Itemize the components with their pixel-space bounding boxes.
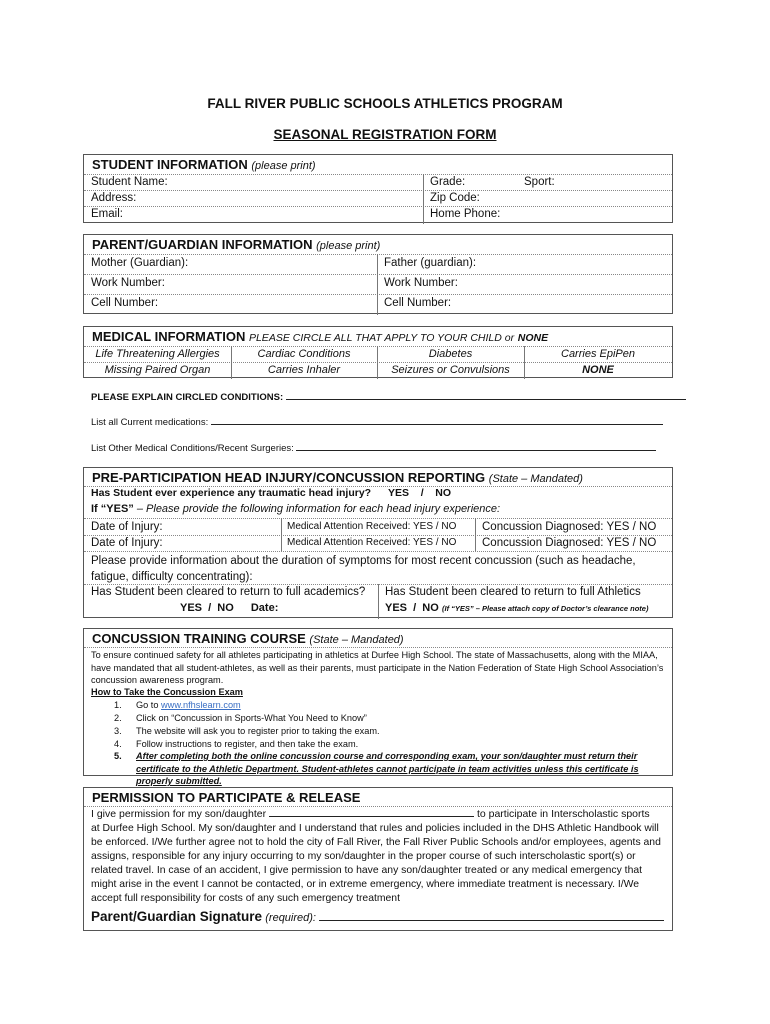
signature-line[interactable] xyxy=(319,920,664,921)
explain-conditions-label: PLEASE EXPLAIN CIRCLED CONDITIONS: xyxy=(91,392,284,403)
condition-missing-paired-organ[interactable]: Missing Paired Organ xyxy=(104,364,211,376)
condition-inhaler[interactable]: Carries Inhaler xyxy=(267,364,341,376)
step3-text: The website will ask you to register prior to taking the exam. xyxy=(136,726,380,736)
injury1-diagnosed[interactable]: Concussion Diagnosed: YES / NO xyxy=(482,521,657,533)
training-heading: CONCUSSION TRAINING COURSE xyxy=(92,631,306,646)
mother-field[interactable]: Mother (Guardian): xyxy=(91,257,189,269)
sport-field[interactable]: Sport: xyxy=(524,176,555,188)
mother-work-number-field[interactable]: Work Number: xyxy=(91,277,165,289)
condition-seizures[interactable]: Seizures or Convulsions xyxy=(391,364,510,376)
form-subtitle: SEASONAL REGISTRATION FORM xyxy=(273,127,497,142)
nfhslearn-link[interactable]: www.nfhslearn.com xyxy=(161,700,241,710)
injury1-date-field[interactable]: Date of Injury: xyxy=(91,521,163,533)
current-medications-label: List all Current medications: xyxy=(91,417,209,428)
email-field[interactable]: Email: xyxy=(91,208,123,220)
athletics-yes-no[interactable]: YES / NO xyxy=(385,602,439,614)
injury2-date-field[interactable]: Date of Injury: xyxy=(91,537,163,549)
head-injury-section xyxy=(83,467,673,618)
step-number-3: 3. xyxy=(114,726,122,736)
if-yes-label: If “YES” xyxy=(91,503,134,515)
injury2-medical-attention[interactable]: Medical Attention Received: YES / NO xyxy=(287,537,457,548)
training-intro: To ensure continued safety for all athletes participating in athletics at Durfee High School. The state of Massachusetts, along with the MIAA, have mandated that all student-athletes, as well as their parents, must participate in the Nation Federation of State High School Association’s concussion awareness program. xyxy=(91,650,664,686)
permission-text-mid: to participate in Interscholastic sports xyxy=(476,808,650,820)
head-injury-heading: PRE-PARTICIPATION HEAD INJURY/CONCUSSION REPORTING xyxy=(92,470,486,485)
medical-instruction-none: NONE xyxy=(517,332,549,344)
condition-epipen[interactable]: Carries EpiPen xyxy=(561,348,635,360)
academics-yes-no[interactable]: YES / NO xyxy=(180,602,234,614)
parent-info-note: (please print) xyxy=(316,240,381,252)
condition-diabetes[interactable]: Diabetes xyxy=(428,348,473,360)
parent-info-section xyxy=(83,234,673,314)
permission-section xyxy=(83,787,673,931)
step-number-5: 5. xyxy=(114,751,122,761)
parent-info-heading: PARENT/GUARDIAN INFORMATION xyxy=(92,237,313,252)
form-title: FALL RIVER PUBLIC SCHOOLS ATHLETICS PROGRAM xyxy=(207,96,563,111)
signature-label: Parent/Guardian Signature xyxy=(91,909,263,924)
permission-text-start: I give permission for my son/daughter xyxy=(91,808,267,820)
condition-none[interactable]: NONE xyxy=(582,364,614,376)
step-number-2: 2. xyxy=(114,713,122,723)
father-field[interactable]: Father (guardian): xyxy=(384,257,477,269)
injury1-medical-attention[interactable]: Medical Attention Received: YES / NO xyxy=(287,521,457,532)
step5-text: After completing both the online concussion course and corresponding exam, your son/daughter must return their certificate to the Athletic Department. Student-athletes cannot participate in team activities unless this certificate is properly submitted. xyxy=(136,751,639,787)
academics-cleared-question: Has Student been cleared to return to full academics? xyxy=(91,586,366,598)
athletics-note: (If “YES” – Please attach copy of Doctor’s clearance note) xyxy=(442,604,649,613)
academics-date-field[interactable]: Date: xyxy=(250,602,279,614)
permission-text-body: at Durfee High School. My son/daughter and I understand that rules and policies included in the DHS Athletic Handbook will be enforced. I/We further agree not to hold the city of Fall River, the Fall River Public Schools and/or employees, agents and assigns, responsible for any injury occurring to my son/daughter in the proper course of such interscholastic sport(s) or related travel. In case of an accident, I give permission to have any son/daughter treated or any medical emergency that might arise in the event I cannot be contacted, or in extreme emergency, where immediate treatment is necessary. I/We accept full responsibility for costs of any such emergency treatment xyxy=(91,823,661,904)
injury2-diagnosed[interactable]: Concussion Diagnosed: YES / NO xyxy=(482,537,657,549)
explain-conditions-line[interactable] xyxy=(286,399,686,400)
how-to-heading: How to Take the Concussion Exam xyxy=(91,687,243,697)
other-conditions-label: List Other Medical Conditions/Recent Surgeries: xyxy=(91,443,294,454)
medical-info-heading: MEDICAL INFORMATION xyxy=(92,329,246,344)
student-name-line[interactable] xyxy=(269,816,474,817)
concussion-training-section xyxy=(83,628,673,787)
signature-note: (required): xyxy=(265,912,316,924)
head-injury-question: Has Student ever experience any traumatic head injury? xyxy=(91,487,372,499)
condition-cardiac[interactable]: Cardiac Conditions xyxy=(257,348,351,360)
student-name-field[interactable]: Student Name: xyxy=(91,176,168,188)
zip-code-field[interactable]: Zip Code: xyxy=(430,192,480,204)
home-phone-field[interactable]: Home Phone: xyxy=(430,208,501,220)
head-injury-note: (State – Mandated) xyxy=(488,473,583,485)
address-field[interactable]: Address: xyxy=(91,192,137,204)
athletics-cleared-question: Has Student been cleared to return to full Athletics xyxy=(385,586,641,598)
step4-text: Follow instructions to register, and then take the exam. xyxy=(136,739,359,749)
medical-instruction: PLEASE CIRCLE ALL THAT APPLY TO YOUR CHILD or xyxy=(248,332,515,344)
step2-text: Click on “Concussion in Sports-What You Need to Know” xyxy=(136,713,367,723)
symptoms-prompt[interactable]: Please provide information about the duration of symptoms for most recent concussion (such as headache, fatigue, difficulty concentrating): xyxy=(91,555,636,583)
other-conditions-line[interactable] xyxy=(296,450,656,451)
if-yes-text: – Please provide the following information for each head injury experience: xyxy=(136,503,501,515)
student-info-note: (please print) xyxy=(251,160,316,172)
condition-life-threatening-allergies[interactable]: Life Threatening Allergies xyxy=(95,348,220,360)
mother-cell-number-field[interactable]: Cell Number: xyxy=(91,297,159,309)
training-note: (State – Mandated) xyxy=(309,634,404,646)
medical-info-section xyxy=(83,326,673,378)
student-info-section xyxy=(83,154,673,223)
step-number-4: 4. xyxy=(114,739,122,749)
father-work-number-field[interactable]: Work Number: xyxy=(384,277,458,289)
grade-field[interactable]: Grade: xyxy=(430,176,466,188)
student-info-heading: STUDENT INFORMATION xyxy=(92,157,248,172)
father-cell-number-field[interactable]: Cell Number: xyxy=(384,297,452,309)
step-number-1: 1. xyxy=(114,700,122,710)
step1-text: Go to xyxy=(136,700,159,710)
head-injury-yes-no[interactable]: YES / NO xyxy=(388,487,452,499)
permission-heading: PERMISSION TO PARTICIPATE & RELEASE xyxy=(92,790,361,805)
current-medications-line[interactable] xyxy=(211,424,663,425)
